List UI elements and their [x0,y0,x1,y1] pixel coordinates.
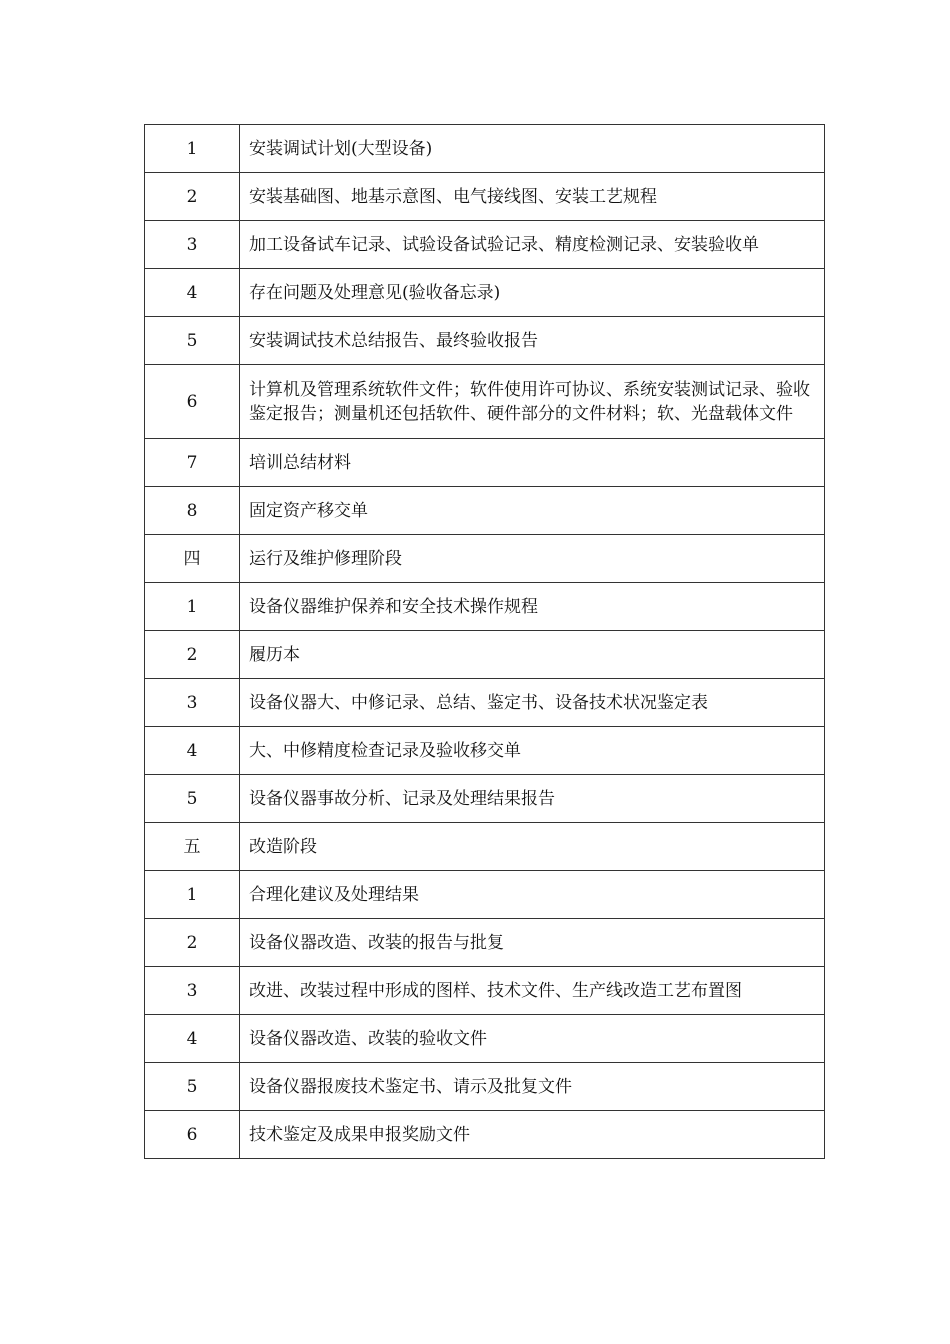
table-row [145,125,825,173]
table-row [145,1015,825,1063]
row-content: 大、中修精度检查记录及验收移交单 [240,727,825,775]
table-row [145,173,825,221]
row-content: 设备仪器维护保养和安全技术操作规程 [240,583,825,631]
row-number: 2 [145,919,240,967]
table-row [145,1111,825,1159]
row-content: 设备仪器报废技术鉴定书、请示及批复文件 [240,1063,825,1111]
row-number: 6 [145,365,240,439]
table-row [145,967,825,1015]
table-row [145,439,825,487]
row-number: 5 [145,317,240,365]
section-title: 改造阶段 [240,823,825,871]
row-number: 4 [145,269,240,317]
table-row [145,919,825,967]
table-row [145,317,825,365]
table-row [145,487,825,535]
row-content: 设备仪器改造、改装的报告与批复 [240,919,825,967]
table-row [145,583,825,631]
table-row [145,775,825,823]
table-row [145,631,825,679]
section-title: 运行及维护修理阶段 [240,535,825,583]
row-number: 5 [145,1063,240,1111]
row-number: 1 [145,583,240,631]
row-content: 培训总结材料 [240,439,825,487]
table-row [145,269,825,317]
row-content: 加工设备试车记录、试验设备试验记录、精度检测记录、安装验收单 [240,221,825,269]
row-content: 履历本 [240,631,825,679]
row-number: 1 [145,125,240,173]
row-number: 8 [145,487,240,535]
archive-file-table [144,124,825,1159]
row-content: 存在问题及处理意见(验收备忘录) [240,269,825,317]
row-content: 改进、改装过程中形成的图样、技术文件、生产线改造工艺布置图 [240,967,825,1015]
row-number: 7 [145,439,240,487]
row-content: 合理化建议及处理结果 [240,871,825,919]
row-content: 固定资产移交单 [240,487,825,535]
row-number: 2 [145,631,240,679]
table-row [145,679,825,727]
row-number: 3 [145,967,240,1015]
row-content: 安装调试技术总结报告、最终验收报告 [240,317,825,365]
row-content: 技术鉴定及成果申报奖励文件 [240,1111,825,1159]
table-row [145,1063,825,1111]
row-content: 计算机及管理系统软件文件；软件使用许可协议、系统安装测试记录、验收鉴定报告；测量机还包括软件、硬件部分的文件材料；软、光盘载体文件 [240,365,825,439]
row-content: 安装调试计划(大型设备) [240,125,825,173]
table-row [145,727,825,775]
row-content: 设备仪器大、中修记录、总结、鉴定书、设备技术状况鉴定表 [240,679,825,727]
section-number: 五 [145,823,240,871]
row-number: 6 [145,1111,240,1159]
row-content: 设备仪器事故分析、记录及处理结果报告 [240,775,825,823]
row-number: 4 [145,727,240,775]
section-number: 四 [145,535,240,583]
row-content: 安装基础图、地基示意图、电气接线图、安装工艺规程 [240,173,825,221]
row-number: 5 [145,775,240,823]
section-row [145,535,825,583]
row-number: 4 [145,1015,240,1063]
section-row [145,823,825,871]
row-number: 2 [145,173,240,221]
table-row [145,871,825,919]
table-row [145,365,825,439]
table-row [145,221,825,269]
row-number: 1 [145,871,240,919]
row-number: 3 [145,679,240,727]
row-content: 设备仪器改造、改装的验收文件 [240,1015,825,1063]
row-number: 3 [145,221,240,269]
